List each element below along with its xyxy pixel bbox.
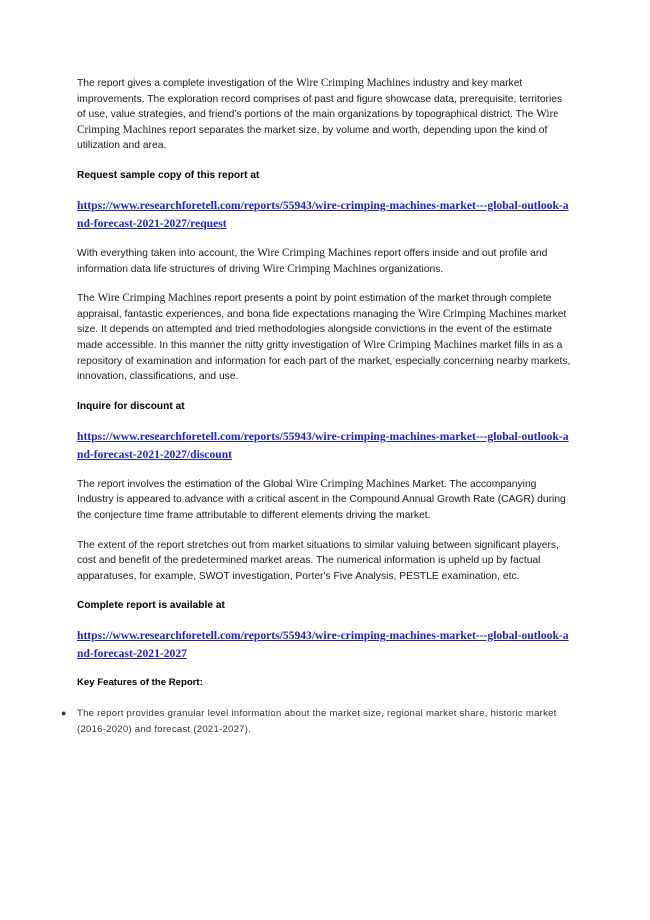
paragraph-profile — [77, 246, 573, 277]
brand-phrase: Wire Crimping Machines — [262, 262, 377, 275]
complete-report-link[interactable]: https://www.researchforetell.com/reports/55943/wire-crimping-machines-market---global-outlook-and-forecast-2021-2027 — [77, 629, 569, 661]
heading-request-sample: Request sample copy of this report at — [77, 169, 260, 181]
brand-phrase: Wire Crimping Machines — [296, 77, 411, 89]
key-features-list — [61, 706, 573, 737]
intro-text-3: report separates the market size, by volume and worth, depending upon the kind of utilization and area. — [77, 124, 548, 152]
request-sample-link[interactable]: https://www.researchforetell.com/reports/55943/wire-crimping-machines-market---global-outlook-and-forecast-2021-2027/request — [77, 198, 569, 230]
document-body — [61, 76, 573, 737]
estimation-text-2: report presents a point by point estimation of the market through complete appraisal, fantastic experiences, and bona fide expectations managing the — [77, 293, 552, 320]
paragraph-intro — [77, 76, 573, 154]
profile-text-2: report offers inside and out profile and information data life structures of driving — [77, 247, 548, 275]
cagr-text-2: Market. The accompanying Industry is appeared to advance with a critical ascent in the Compound Annual Growth Rate (CAGR) during the conjecture time frame attributable to different elements driving the market. — [77, 478, 566, 521]
estimation-text-4: market fills in as a repository of examination and information for each part of the market, especially concerning nearby markets, innovation, classifications, and use. — [77, 339, 571, 383]
profile-text-3: organizations. — [376, 263, 444, 275]
heading-complete-report: Complete report is available at — [77, 600, 225, 612]
heading-key-features: Key Features of the Report: — [77, 677, 203, 689]
profile-text-1: With everything taken into account, the — [77, 247, 258, 259]
bullet-icon: ● — [61, 708, 67, 719]
estimation-text-3: market size. It depends on attempted and tried methodologies alongside convictions in the event of the estimate made accessible. In this manner the nitty gritty investigation of — [77, 308, 567, 351]
list-item — [61, 706, 573, 737]
estimation-text-1: The — [77, 293, 98, 305]
cagr-text-1: The report involves the estimation of the Global — [77, 478, 296, 490]
discount-link-block — [77, 427, 573, 463]
brand-phrase: Wire Crimping Machines — [257, 246, 372, 259]
brand-phrase: Wire Crimping Machines — [363, 338, 478, 351]
intro-text-2: industry and key market improvements. The exploration record comprises of past and figure showcase data, prerequisite, territories of use, value strategies, and friend’s portions of the main organizations by topographical district. The — [77, 78, 563, 121]
paragraph-cagr — [77, 477, 573, 524]
brand-phrase: Wire Crimping Machines — [295, 477, 410, 490]
intro-text-1: The report gives a complete investigation of the — [77, 78, 297, 89]
brand-phrase: Wire Crimping Machines — [77, 108, 559, 136]
brand-phrase: Wire Crimping Machines — [418, 307, 533, 320]
key-feature-text: The report provides granular level information about the market size, regional market share, historic market (2016-2020) and forecast (2021-2027). — [77, 708, 557, 735]
brand-phrase: Wire Crimping Machines — [97, 292, 212, 305]
discount-link[interactable]: https://www.researchforetell.com/reports/55943/wire-crimping-machines-market---global-outlook-and-forecast-2021-2027/discount — [77, 429, 569, 461]
paragraph-extent: The extent of the report stretches out from market situations to similar valuing between significant players, cost and benefit of the predetermined market areas. The numerical information is upheld up by factual apparatuses, for example, SWOT investigation, Porter's Five Analysis, PESTLE examination, etc. — [77, 539, 559, 582]
paragraph-estimation — [77, 291, 573, 385]
heading-inquire-discount: Inquire for discount at — [77, 400, 185, 412]
request-sample-link-block — [77, 196, 573, 232]
complete-report-link-block — [77, 626, 573, 662]
